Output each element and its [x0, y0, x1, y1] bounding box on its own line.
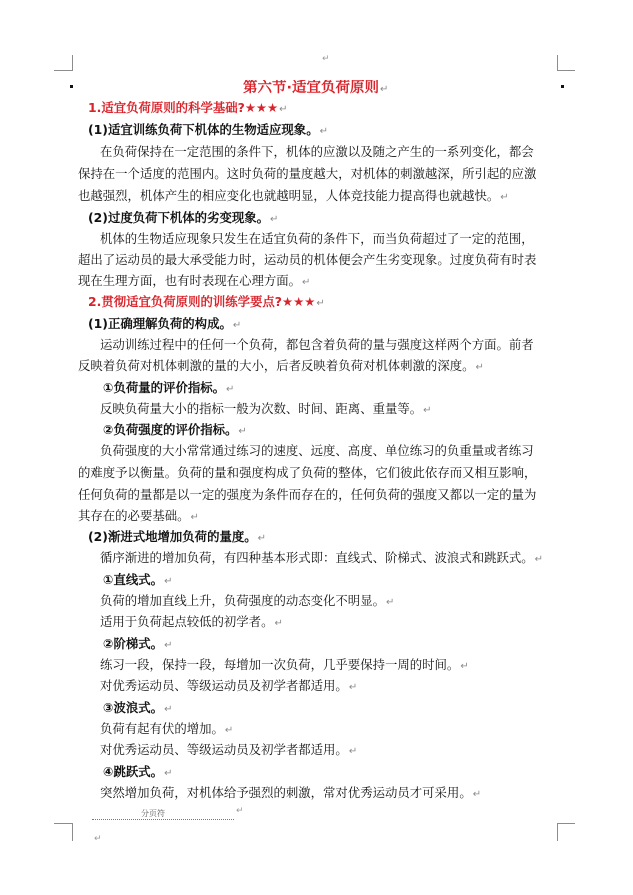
paragraph-line: 机体的生物适应现象只发生在适宜负荷的条件下，而当负荷超过了一定的范围，: [100, 231, 534, 246]
subsection-2-2-heading: (2)渐进式地增加负荷的量度。↵: [88, 529, 267, 544]
paragraph-line: 保持在一个适度的范围内。这时负荷的量度越大，对机体的刺激越深，所引起的应激: [78, 166, 537, 181]
subsection-1-2-heading: (2)过度负荷下机体的劣变现象。↵: [88, 210, 279, 225]
item-load-intensity-heading: ②负荷强度的评价指标。↵: [103, 422, 247, 437]
star-rating: ★★★: [244, 100, 279, 115]
page-title: 第六节·适宜负荷原则↵: [243, 80, 389, 96]
paragraph-line: 反映负荷量大小的指标一般为次数、时间、距离、重量等。↵: [100, 401, 432, 416]
margin-dot-left: [70, 85, 73, 88]
crop-mark-bottom-right-v: [557, 823, 558, 841]
paragraph-line: 其存在的必要基础。↵: [78, 508, 199, 523]
paragraph-line: 在负荷保持在一定范围的条件下，机体的应激以及随之产生的一系列变化，都会: [100, 144, 534, 159]
crop-mark-top-right-v: [557, 55, 558, 71]
crop-mark-top-left: [54, 70, 72, 71]
crop-mark-bottom-left-v: [72, 823, 73, 841]
top-paragraph-mark: ↵: [322, 54, 330, 64]
paragraph-line: 练习一段，保持一段，每增加一次负荷，几乎要保持一周的时间。↵: [100, 657, 469, 672]
crop-mark-bottom-right: [557, 823, 575, 824]
page-break-marker: [92, 809, 234, 820]
paragraph-line: 反映着负荷对机体刺激的量的大小，后者反映着负荷对机体刺激的深度。↵: [78, 358, 484, 373]
section-1-heading: 1.适宜负荷原则的科学基础?★★★↵: [88, 100, 288, 115]
paragraph-line: 对优秀运动员、等级运动员及初学者都适用。↵: [100, 742, 358, 757]
crop-mark-top-left-v: [72, 55, 73, 71]
paragraph-line: 负荷有起有伏的增加。↵: [100, 721, 234, 736]
form-wave-heading: ③波浪式。↵: [103, 700, 173, 715]
subsection-2-1-heading: (1)正确理解负荷的构成。↵: [88, 316, 242, 331]
subsection-1-1-heading: (1)适宜训练负荷下机体的生物适应现象。↵: [88, 122, 328, 137]
page-break-paragraph-mark: ↵: [236, 806, 244, 816]
form-step-heading: ②阶梯式。↵: [103, 636, 173, 651]
paragraph-line: 任何负荷的量都是以一定的强度为条件而存在的，任何负荷的强度又都以一定的量为: [78, 487, 537, 502]
star-rating: ★★★: [282, 294, 316, 309]
item-load-volume-heading: ①负荷量的评价指标。↵: [103, 380, 235, 395]
paragraph-line: 现在生理方面，也有时表现在心理方面。↵: [78, 273, 311, 288]
section-2-heading: 2.贯彻适宜负荷原则的训练学要点?★★★↵: [88, 294, 325, 309]
paragraph-line: 超出了运动员的最大承受能力时，运动员的机体便会产生劣变现象。过度负荷有时表: [78, 252, 537, 267]
paragraph-line: 循序渐进的增加负荷，有四种基本形式即：直线式、阶梯式、波浪式和跳跃式。↵: [100, 550, 544, 565]
crop-mark-bottom-left: [54, 823, 72, 824]
form-jump-heading: ④跳跃式。↵: [103, 764, 173, 779]
paragraph-line: 适用于负荷起点较低的初学者。↵: [100, 614, 283, 629]
paragraph-line: 负荷的增加直线上升，负荷强度的动态变化不明显。↵: [100, 593, 395, 608]
bottom-paragraph-mark: ↵: [94, 834, 102, 844]
paragraph-line: 突然增加负荷，对机体给予强烈的刺激，常对优秀运动员才可采用。↵: [100, 785, 482, 800]
crop-mark-top-right: [557, 70, 575, 71]
paragraph-line: 负荷强度的大小常常通过练习的速度、远度、高度、单位练习的负重量或者练习: [100, 443, 534, 458]
margin-dot-right: [561, 85, 564, 88]
page-break-label: 分页符: [141, 809, 165, 818]
paragraph-line: 运动训练过程中的任何一个负荷，都包含着负荷的量与强度这样两个方面。前者: [100, 337, 534, 352]
paragraph-line: 也越强烈，机体产生的相应变化也就越明显，人体竞技能力提高得也就越快。↵: [78, 188, 509, 203]
form-linear-heading: ①直线式。↵: [103, 572, 173, 587]
paragraph-line: 对优秀运动员、等级运动员及初学者都适用。↵: [100, 678, 358, 693]
paragraph-line: 的难度予以衡量。负荷的量和强度构成了负荷的整体，它们彼此依存而又相互影响，: [78, 465, 537, 480]
